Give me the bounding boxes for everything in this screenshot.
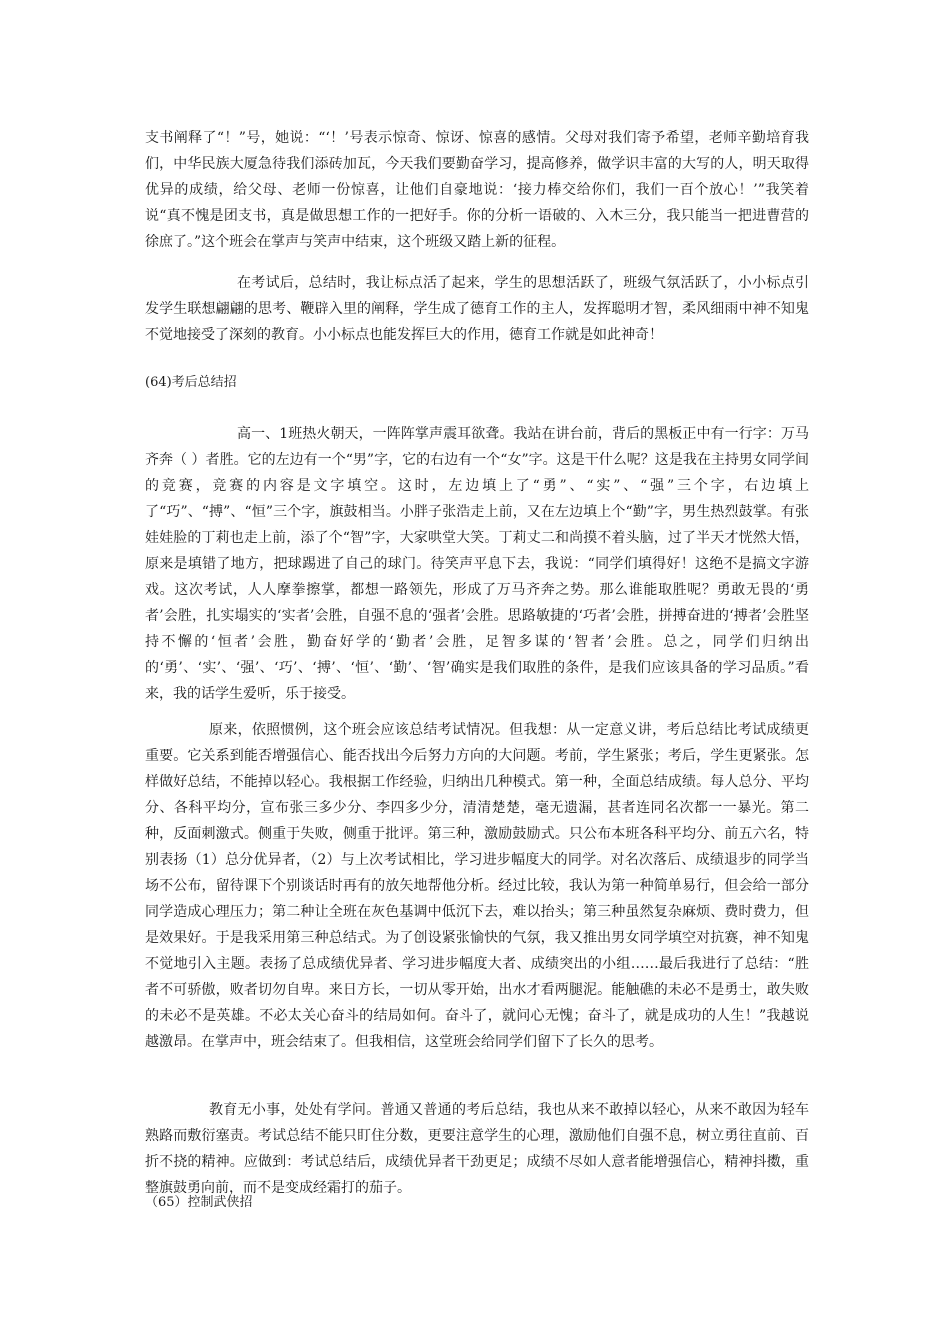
paragraph-4: 原来，依照惯例，这个班会应该总结考试情况。但我想：从一定意义讲，考后总结比考试成绩更重要。它关系到能否增强信心、能否找出今后努力方向的大问题。考前，学生紧张；考后，学生更紧张。怎样做好总结，不能掉以轻心。我根据工作经验，归纳出几种模式。第一种，全面总结成绩。每人总分、平均分、各科平均分，宣布张三多少分、李四多少分，清清楚楚，毫无遗漏，甚者连同名次都一一暴光。第二种，反面刺激式。侧重于失败，侧重于批评。第三种，激励鼓励式。只公布本班各科平均分、前五六名，特别表扬（1）总分优异者，（2）与上次考试相比，学习进步幅度大的同学。对名次落后、成绩退步的同学当场不公布，留待课下个别谈话时再有的放矢地帮他分析。经过比较，我认为第一种简单易行，但会给一部分同学造成心理压力；第二种让全班在灰色基调中低沉下去，难以抬头；第三种虽然复杂麻烦、费时费力，但是效果好。于是我采用第三种总结式。为了创设紧张愉快的气氛，我又推出男女同学填空对抗赛，神不知鬼不觉地引入主题。表扬了总成绩优异者、学习进步幅度大者、成绩突出的小组……最后我进行了总结：“胜者不可骄傲，败者切勿自卑。来日方长，一切从零开始，出水才看两腿泥。能触礁的未必不是勇士，敢失败的未必不是英雄。不必太关心奋斗的结局如何。奋斗了，就问心无愧；奋斗了，就是成功的人生！”我越说越激昂。在掌声中，班会结束了。但我相信，这堂班会给同学们留下了长久的思考。 (145, 722, 809, 1050)
section-heading-64: (64)考后总结招 (145, 375, 237, 390)
paragraph-5: 教育无小事，处处有学问。普通又普通的考后总结，我也从来不敢掉以轻心，从来不敢因为轻车熟路而敷衍塞责。考试总结不能只盯住分数，更要注意学生的心理，激励他们自强不息，树立勇往直前、百折不挠的精神。应做到：考试总结后，成绩优异者干劲更足；成绩不尽如人意者能增强信心，精神抖擞，重整旗鼓勇向前，而不是变成经霜打的茄子。 (145, 1102, 809, 1196)
paragraph-2: 在考试后，总结时，我让标点活了起来，学生的思想活跃了，班级气氛活跃了，小小标点引发学生联想翩翩的思考、鞭辟入里的阐释，学生成了德育工作的主人，发挥聪明才智，柔风细雨中神不知鬼不觉地接受了深刻的教育。小小标点也能发挥巨大的作用，德育工作就是如此神奇！ (145, 275, 809, 343)
section-heading-65: （65）控制武侠招 (145, 1195, 253, 1210)
paragraph-3: 高一、1班热火朝天，一阵阵掌声震耳欲聋。我站在讲台前，背后的黑板正中有一行字：万马齐奔（ ）者胜。它的左边有一个“男”字，它的右边有一个“女”字。这是干什么呢？这是我在主持男女同学间的竞赛，竞赛的内容是文字填空。这时，左边填上了“勇”、“实”、“强”三个字，右边填上了“巧”、“搏”、“恒”三个字，旗鼓相当。小胖子张浩走上前，又在左边填上个“勤”字，男生热烈鼓掌。有张娃娃脸的丁莉也走上前，添了个“智”字，大家哄堂大笑。丁莉丈二和尚摸不着头脑，过了半天才恍然大悟，原来是填错了地方，把球踢进了自己的球门。待笑声平息下去，我说：“同学们填得好！这绝不是搞文字游戏。这次考试，人人摩拳擦掌，都想一路领先，形成了万马齐奔之势。那么谁能取胜呢？勇敢无畏的‘勇者’会胜，扎实塌实的‘实者’会胜，自强不息的‘强者’会胜。思路敏捷的‘巧者’会胜，拼搏奋进的‘搏者’会胜坚持不懈的‘恒者’会胜，勤奋好学的‘勤者’会胜，足智多谋的‘智者’会胜。总之，同学们归纳出的‘勇’、‘实’、‘强’、‘巧’、‘搏’、‘恒’、‘勤’、‘智’确实是我们取胜的条件，是我们应该具备的学习品质。”看来，我的话学生爱听，乐于接受。 (145, 426, 809, 702)
paragraph-1: 支书阐释了“！”号，她说：“‘！’号表示惊奇、惊讶、惊喜的感情。父母对我们寄予希望，老师辛勤培育我们，中华民族大厦急待我们添砖加瓦，今天我们要勤奋学习，提高修养，做学识丰富的大写的人，明天取得优异的成绩，给父母、老师一份惊喜，让他们自豪地说：‘接力棒交给你们，我们一百个放心！’”我笑着说“真不愧是团支书，真是做思想工作的一把好手。你的分析一语破的、入木三分，我只能当一把进曹营的徐庶了。”这个班会在掌声与笑声中结束，这个班级又踏上新的征程。 (145, 130, 809, 250)
